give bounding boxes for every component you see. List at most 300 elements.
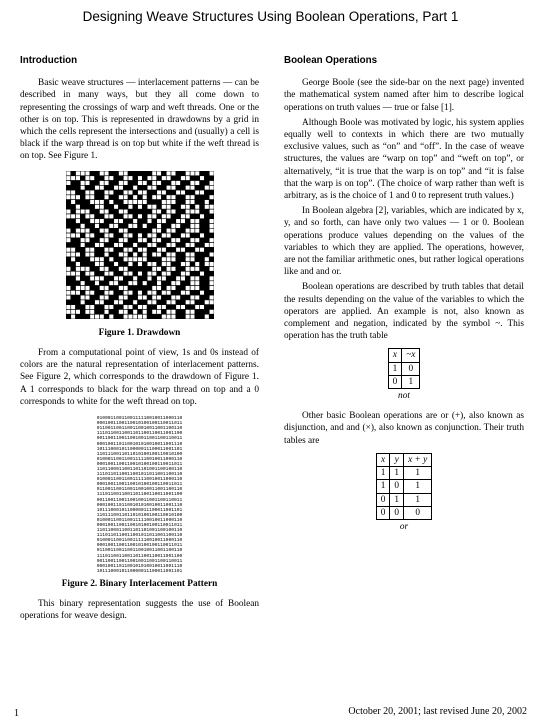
drawdown-cell xyxy=(94,304,99,309)
drawdown-cell xyxy=(151,194,156,199)
drawdown-cell xyxy=(113,271,118,276)
drawdown-cell xyxy=(89,266,94,271)
drawdown-cell xyxy=(199,276,204,281)
drawdown-cell xyxy=(185,190,190,195)
drawdown-cell xyxy=(66,218,71,223)
truth-table-row xyxy=(376,480,432,493)
drawdown-cell xyxy=(175,295,180,300)
truth-table-cell: 0 xyxy=(390,480,404,493)
drawdown-cell xyxy=(75,204,80,209)
drawdown-cell xyxy=(209,180,214,185)
drawdown-cell xyxy=(142,290,147,295)
drawdown-cell xyxy=(113,309,118,314)
drawdown-cell xyxy=(209,261,214,266)
drawdown-cell xyxy=(151,175,156,180)
drawdown-cell xyxy=(185,280,190,285)
drawdown-cell xyxy=(175,309,180,314)
drawdown-cell xyxy=(185,218,190,223)
drawdown-cell xyxy=(194,271,199,276)
drawdown-cell xyxy=(180,237,185,242)
drawdown-cell xyxy=(175,171,180,176)
drawdown-cell xyxy=(132,300,137,305)
drawdown-cell xyxy=(209,204,214,209)
drawdown-cell xyxy=(166,237,171,242)
drawdown-cell xyxy=(80,233,85,238)
drawdown-cell xyxy=(151,252,156,257)
drawdown-cell xyxy=(70,257,75,262)
drawdown-cell xyxy=(80,295,85,300)
figure-1-caption: Figure 1. Drawdown xyxy=(98,327,181,338)
drawdown-cell xyxy=(151,237,156,242)
drawdown-cell xyxy=(209,175,214,180)
drawdown-cell xyxy=(128,180,133,185)
drawdown-cell xyxy=(128,209,133,214)
drawdown-cell xyxy=(118,295,123,300)
binary-row: 1101110011011010100100110010100 xyxy=(96,451,183,457)
drawdown-cell xyxy=(75,209,80,214)
drawdown-cell xyxy=(132,190,137,195)
drawdown-cell xyxy=(85,180,90,185)
drawdown-cell xyxy=(194,175,199,180)
drawdown-cell xyxy=(190,171,195,176)
drawdown-cell xyxy=(180,223,185,228)
drawdown-cell xyxy=(142,276,147,281)
drawdown-cell xyxy=(204,209,209,214)
drawdown-cell xyxy=(104,190,109,195)
drawdown-cell xyxy=(118,304,123,309)
drawdown-cell xyxy=(175,204,180,209)
drawdown-cell xyxy=(151,261,156,266)
drawdown-cell xyxy=(142,252,147,257)
drawdown-cell xyxy=(80,314,85,319)
drawdown-cell xyxy=(80,175,85,180)
drawdown-cell xyxy=(99,304,104,309)
drawdown-cell xyxy=(194,290,199,295)
drawdown-cell xyxy=(142,223,147,228)
drawdown-cell xyxy=(209,233,214,238)
drawdown-cell xyxy=(166,252,171,257)
drawdown-cell xyxy=(171,233,176,238)
drawdown-cell xyxy=(99,223,104,228)
drawdown-cell xyxy=(85,228,90,233)
drawdown-cell xyxy=(128,237,133,242)
drawdown-cell xyxy=(70,194,75,199)
binary-pattern xyxy=(20,416,259,574)
drawdown-cell xyxy=(75,257,80,262)
drawdown-cell xyxy=(194,237,199,242)
drawdown-cell xyxy=(89,276,94,281)
drawdown-cell xyxy=(99,257,104,262)
drawdown-cell xyxy=(175,271,180,276)
drawdown-cell xyxy=(161,266,166,271)
drawdown-cell xyxy=(99,228,104,233)
drawdown-cell xyxy=(118,214,123,219)
binary-row: 0110011001100110010011001100110 xyxy=(96,487,183,493)
drawdown-cell xyxy=(180,261,185,266)
drawdown-cell xyxy=(161,185,166,190)
drawdown-cell xyxy=(156,266,161,271)
drawdown-cell xyxy=(199,218,204,223)
drawdown-cell xyxy=(123,180,128,185)
truth-table-header: x + y xyxy=(404,453,432,466)
drawdown-cell xyxy=(128,252,133,257)
drawdown-cell xyxy=(209,185,214,190)
drawdown-cell xyxy=(142,266,147,271)
drawdown-cell xyxy=(132,185,137,190)
drawdown-cell xyxy=(128,199,133,204)
drawdown-cell xyxy=(123,257,128,262)
drawdown-cell xyxy=(89,309,94,314)
drawdown-cell xyxy=(66,266,71,271)
drawdown-cell xyxy=(185,237,190,242)
drawdown-cell xyxy=(180,233,185,238)
drawdown-cell xyxy=(123,190,128,195)
drawdown-cell xyxy=(194,214,199,219)
drawdown-cell xyxy=(190,257,195,262)
drawdown-cell xyxy=(128,309,133,314)
drawdown-cell xyxy=(175,228,180,233)
drawdown-cell xyxy=(70,228,75,233)
drawdown-cell xyxy=(147,285,152,290)
drawdown-cell xyxy=(108,242,113,247)
drawdown-cell xyxy=(89,209,94,214)
drawdown-cell xyxy=(142,280,147,285)
drawdown-cell xyxy=(118,237,123,242)
page-number: 1 xyxy=(14,708,19,719)
drawdown-cell xyxy=(80,261,85,266)
drawdown-cell xyxy=(147,209,152,214)
drawdown-cell xyxy=(94,252,99,257)
drawdown-cell xyxy=(175,280,180,285)
drawdown-cell xyxy=(89,214,94,219)
drawdown-cell xyxy=(156,233,161,238)
drawdown-cell xyxy=(171,309,176,314)
drawdown-cell xyxy=(180,247,185,252)
drawdown-cell xyxy=(80,266,85,271)
figure-2-caption: Figure 2. Binary Interlacement Pattern xyxy=(61,578,218,589)
drawdown-cell xyxy=(194,247,199,252)
drawdown-cell xyxy=(75,190,80,195)
drawdown-cell xyxy=(185,295,190,300)
drawdown-cell xyxy=(151,271,156,276)
drawdown-cell xyxy=(94,190,99,195)
truth-table-cell: 1 xyxy=(404,493,432,506)
drawdown-cell xyxy=(118,180,123,185)
drawdown-cell xyxy=(199,214,204,219)
drawdown-cell xyxy=(80,280,85,285)
drawdown-cell xyxy=(209,214,214,219)
drawdown-cell xyxy=(85,257,90,262)
drawdown-cell xyxy=(94,266,99,271)
drawdown-cell xyxy=(194,228,199,233)
drawdown-cell xyxy=(156,218,161,223)
drawdown-cell xyxy=(199,237,204,242)
drawdown-cell xyxy=(132,285,137,290)
drawdown-cell xyxy=(66,247,71,252)
drawdown-cell xyxy=(80,171,85,176)
drawdown-cell xyxy=(113,295,118,300)
drawdown-cell xyxy=(123,295,128,300)
drawdown-cell xyxy=(204,300,209,305)
truth-table-row xyxy=(388,375,420,388)
drawdown-cell xyxy=(166,290,171,295)
drawdown-cell xyxy=(137,295,142,300)
drawdown-cell xyxy=(80,185,85,190)
drawdown-cell xyxy=(185,223,190,228)
truth-table-cell: 1 xyxy=(390,493,404,506)
drawdown-cell xyxy=(132,242,137,247)
drawdown-cell xyxy=(113,204,118,209)
drawdown-cell xyxy=(161,204,166,209)
drawdown-cell xyxy=(99,309,104,314)
drawdown-cell xyxy=(185,204,190,209)
boolean-paragraph-4: Boolean operations are described by truth tables that detail the results depending on the value of the variables to which the operators are applied. An example is not, also known as complement and negation, indicated by the symbol ~. This operation has the truth table xyxy=(284,282,524,342)
binary-row: 0011001100110010011001100110011 xyxy=(96,436,183,442)
drawdown-cell xyxy=(156,190,161,195)
drawdown-cell xyxy=(161,285,166,290)
drawdown-cell xyxy=(94,223,99,228)
drawdown-cell xyxy=(89,290,94,295)
drawdown-cell xyxy=(137,237,142,242)
drawdown-cell xyxy=(94,185,99,190)
drawdown-cell xyxy=(180,304,185,309)
drawdown-cell xyxy=(113,314,118,319)
truth-table-cell: 1 xyxy=(376,467,390,480)
drawdown-cell xyxy=(171,218,176,223)
drawdown-cell xyxy=(80,300,85,305)
drawdown-cell xyxy=(180,266,185,271)
drawdown-cell xyxy=(104,228,109,233)
drawdown-cell xyxy=(70,276,75,281)
drawdown-cell xyxy=(161,309,166,314)
drawdown-cell xyxy=(80,199,85,204)
drawdown-cell xyxy=(190,190,195,195)
drawdown-cell xyxy=(99,266,104,271)
drawdown-cell xyxy=(175,214,180,219)
drawdown-cell xyxy=(204,214,209,219)
drawdown-cell xyxy=(147,314,152,319)
drawdown-cell xyxy=(89,252,94,257)
drawdown-cell xyxy=(147,237,152,242)
drawdown-cell xyxy=(118,261,123,266)
drawdown-cell xyxy=(175,237,180,242)
drawdown-cell xyxy=(99,190,104,195)
binary-row: 0001001101100101010010011001110 xyxy=(96,502,183,508)
drawdown-cell xyxy=(132,309,137,314)
drawdown-cell xyxy=(147,175,152,180)
drawdown-cell xyxy=(128,223,133,228)
drawdown-cell xyxy=(185,233,190,238)
binary-row: 0001001100110010100100110011011 xyxy=(96,421,183,427)
drawdown-cell xyxy=(75,247,80,252)
drawdown-cell xyxy=(156,309,161,314)
drawdown-cell xyxy=(113,290,118,295)
drawdown-cell xyxy=(128,280,133,285)
drawdown-cell xyxy=(85,309,90,314)
drawdown-cell xyxy=(70,247,75,252)
drawdown-cell xyxy=(166,218,171,223)
drawdown-cell xyxy=(209,314,214,319)
intro-paragraph-3: This binary representation suggests the use of Boolean operations for weave design. xyxy=(20,599,259,622)
drawdown-cell xyxy=(104,247,109,252)
drawdown-cell xyxy=(151,309,156,314)
drawdown-cell xyxy=(128,285,133,290)
drawdown-cell xyxy=(171,171,176,176)
drawdown-cell xyxy=(108,285,113,290)
drawdown-cell xyxy=(156,257,161,262)
drawdown-cell xyxy=(128,218,133,223)
drawdown-cell xyxy=(204,276,209,281)
drawdown-cell xyxy=(123,175,128,180)
drawdown-cell xyxy=(99,180,104,185)
drawdown-cell xyxy=(137,242,142,247)
drawdown-cell xyxy=(166,228,171,233)
or-truth-table xyxy=(376,453,433,520)
drawdown-cell xyxy=(190,228,195,233)
drawdown-cell xyxy=(151,185,156,190)
drawdown-cell xyxy=(199,290,204,295)
drawdown-cell xyxy=(137,309,142,314)
drawdown-cell xyxy=(147,276,152,281)
drawdown-cell xyxy=(70,252,75,257)
boolean-paragraph-2: Although Boole was motivated by logic, his system applies equally well to contexts in which there are two mutually exclusive values, such as “on” and “off”. In the case of weave structures, the values are “warp on top” and “weft on top”, or alternatively, “it is true that the warp is on top” and “it is false that the warp is on top”. (The choice of warp rather than weft is arbitrary, as is the choice of 1 and 0 to represent truth values.) xyxy=(284,117,524,202)
drawdown-cell xyxy=(89,223,94,228)
drawdown-cell xyxy=(151,300,156,305)
drawdown-cell xyxy=(185,266,190,271)
or-table-caption: or xyxy=(399,521,409,532)
drawdown-cell xyxy=(108,209,113,214)
drawdown-cell xyxy=(151,204,156,209)
drawdown-cell xyxy=(175,266,180,271)
drawdown-cell xyxy=(132,247,137,252)
introduction-heading: Introduction xyxy=(20,55,78,66)
binary-row: 0100011001100111110010011000110 xyxy=(96,517,183,523)
truth-table-cell: 0 xyxy=(388,375,402,388)
drawdown-cell xyxy=(128,247,133,252)
drawdown-cell xyxy=(70,209,75,214)
drawdown-cell xyxy=(175,261,180,266)
drawdown-cell xyxy=(180,285,185,290)
drawdown-cell xyxy=(209,280,214,285)
boolean-paragraph-3: In Boolean algebra [2], variables, which are indicated by x, y, and so forth, can have only two values — 1 or 0. Boolean operations produce values depending on the values of the variables to which they are applied. The operations, however, are not the familiar arithmetic ones, but rather logical operations like and and or. xyxy=(284,206,524,278)
drawdown-cell xyxy=(99,280,104,285)
drawdown-cell xyxy=(185,290,190,295)
truth-table-row xyxy=(376,493,432,506)
truth-table-cell: 1 xyxy=(402,375,420,388)
drawdown-cell xyxy=(185,171,190,176)
drawdown-cell xyxy=(142,295,147,300)
drawdown-cell xyxy=(204,185,209,190)
drawdown-cell xyxy=(194,252,199,257)
drawdown-cell xyxy=(185,194,190,199)
drawdown-cell xyxy=(66,280,71,285)
drawdown-cell xyxy=(142,237,147,242)
drawdown-cell xyxy=(70,280,75,285)
drawdown-cell xyxy=(80,271,85,276)
drawdown-cell xyxy=(156,280,161,285)
binary-row: 0100011001100111110010011000110 xyxy=(96,416,183,422)
binary-row: 0100011001100111110010011000110 xyxy=(96,477,183,483)
drawdown-cell xyxy=(156,194,161,199)
drawdown-cell xyxy=(75,314,80,319)
drawdown-cell xyxy=(108,309,113,314)
drawdown-cell xyxy=(175,194,180,199)
drawdown-cell xyxy=(151,247,156,252)
drawdown-cell xyxy=(108,314,113,319)
drawdown-cell xyxy=(118,290,123,295)
drawdown-cell xyxy=(185,180,190,185)
drawdown-cell xyxy=(147,180,152,185)
drawdown-cell xyxy=(161,276,166,281)
drawdown-cell xyxy=(132,295,137,300)
drawdown-cell xyxy=(94,280,99,285)
drawdown-cell xyxy=(190,223,195,228)
drawdown-cell xyxy=(180,252,185,257)
drawdown-cell xyxy=(137,175,142,180)
drawdown-cell xyxy=(171,185,176,190)
truth-table-cell: 1 xyxy=(376,480,390,493)
drawdown-cell xyxy=(123,209,128,214)
drawdown-cell xyxy=(161,214,166,219)
drawdown-cell xyxy=(190,261,195,266)
drawdown-cell xyxy=(180,290,185,295)
drawdown-cell xyxy=(104,214,109,219)
drawdown-cell xyxy=(199,280,204,285)
drawdown-cell xyxy=(108,199,113,204)
drawdown-cell xyxy=(156,171,161,176)
drawdown-cell xyxy=(104,314,109,319)
drawdown-cell xyxy=(151,218,156,223)
drawdown-cell xyxy=(171,290,176,295)
drawdown-cell xyxy=(142,285,147,290)
drawdown-cell xyxy=(128,271,133,276)
drawdown-cell xyxy=(108,266,113,271)
drawdown-cell xyxy=(94,314,99,319)
drawdown-cell xyxy=(118,199,123,204)
drawdown-cell xyxy=(70,266,75,271)
drawdown-cell xyxy=(80,209,85,214)
drawdown-cell xyxy=(94,271,99,276)
drawdown-cell xyxy=(113,185,118,190)
drawdown-cell xyxy=(94,276,99,281)
drawdown-cell xyxy=(70,180,75,185)
drawdown-cell xyxy=(99,171,104,176)
drawdown-cell xyxy=(199,223,204,228)
drawdown-cell xyxy=(89,271,94,276)
drawdown-cell xyxy=(151,171,156,176)
drawdown-image xyxy=(66,171,214,319)
drawdown-cell xyxy=(118,171,123,176)
drawdown-cell xyxy=(108,190,113,195)
drawdown-cell xyxy=(180,204,185,209)
binary-row: 0001001100110010100100110011011 xyxy=(96,461,183,467)
drawdown-cell xyxy=(171,204,176,209)
right-column xyxy=(284,55,524,541)
drawdown-cell xyxy=(156,223,161,228)
drawdown-cell xyxy=(185,209,190,214)
truth-table-row xyxy=(388,362,420,375)
drawdown-cell xyxy=(113,233,118,238)
drawdown-cell xyxy=(147,304,152,309)
drawdown-cell xyxy=(70,290,75,295)
drawdown-cell xyxy=(108,228,113,233)
drawdown-cell xyxy=(180,180,185,185)
drawdown-cell xyxy=(89,257,94,262)
drawdown-cell xyxy=(89,175,94,180)
drawdown-cell xyxy=(113,247,118,252)
drawdown-cell xyxy=(204,271,209,276)
drawdown-cell xyxy=(180,242,185,247)
